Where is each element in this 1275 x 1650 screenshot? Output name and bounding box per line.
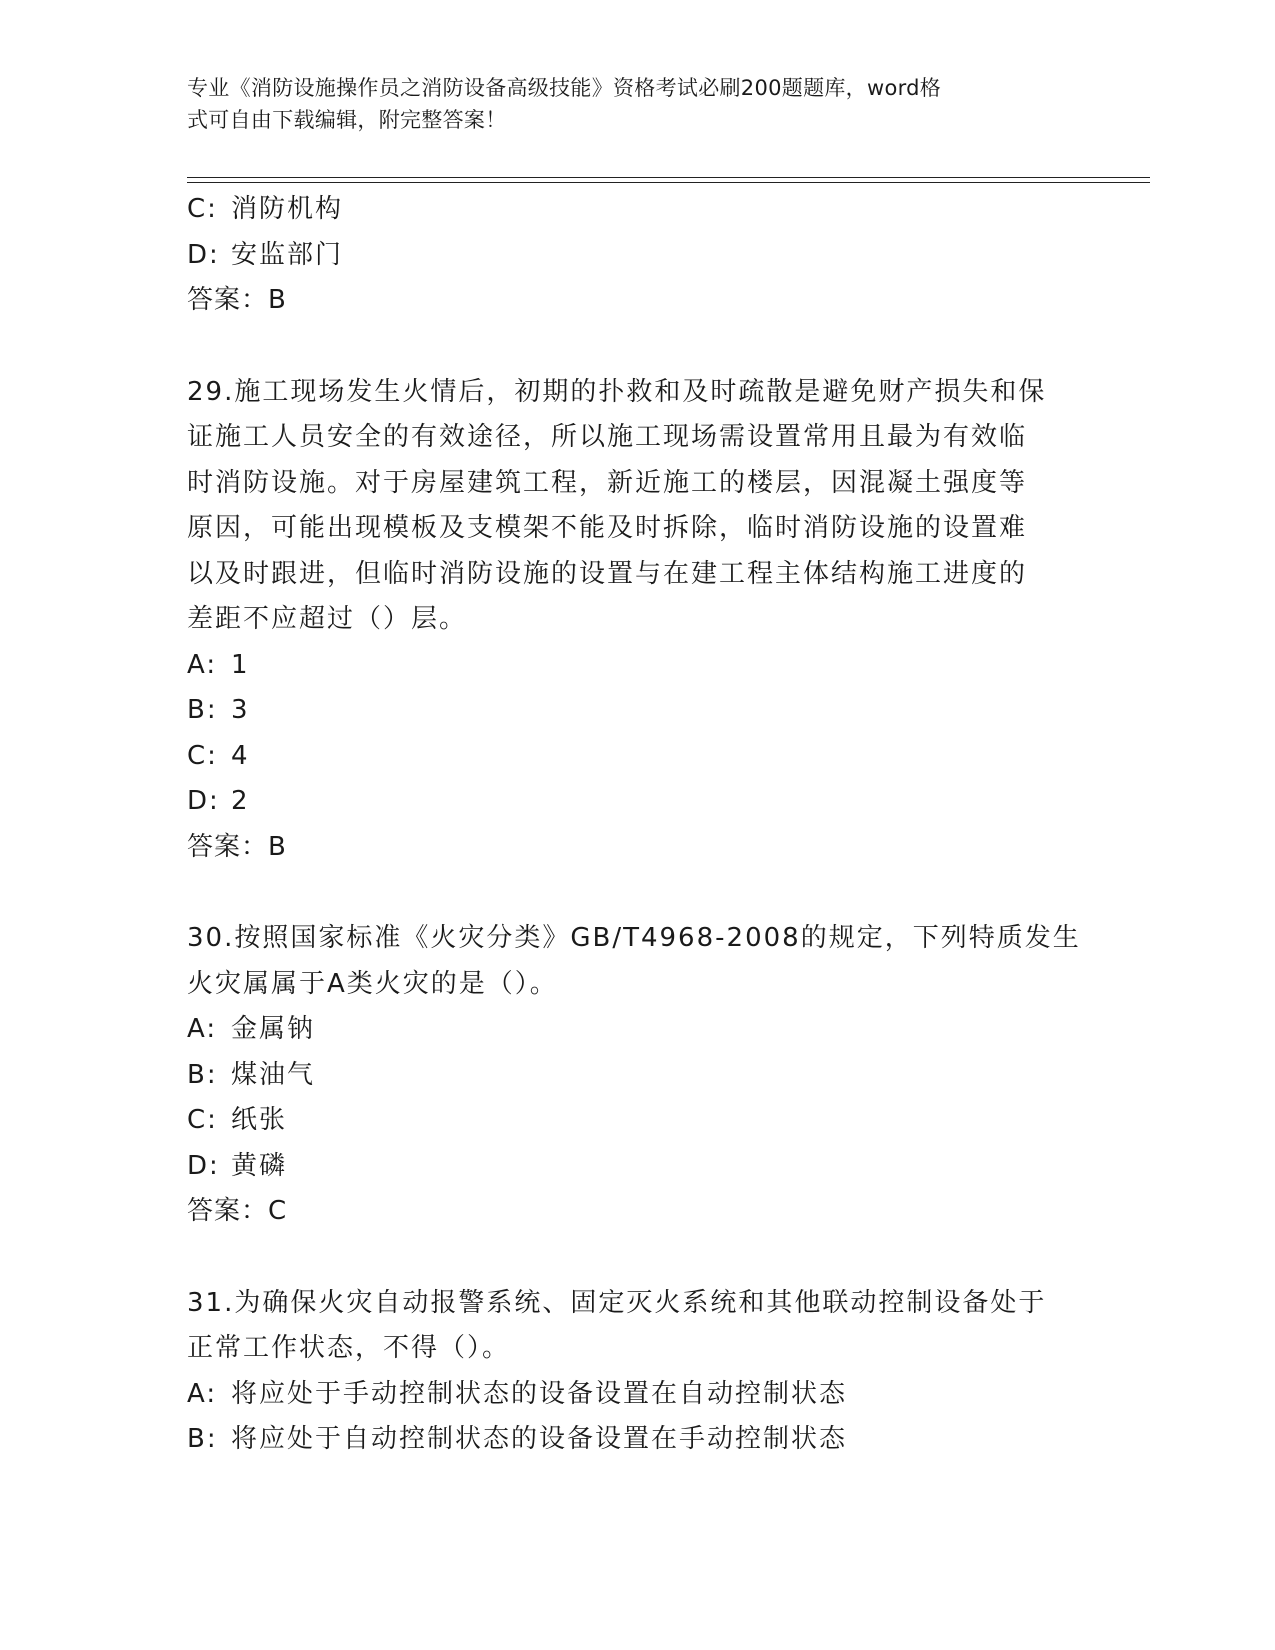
question-28-remainder bbox=[187, 187, 1067, 324]
header-line-2: 式可自由下载编辑，附完整答案！ bbox=[187, 108, 507, 132]
option-b bbox=[187, 1053, 1067, 1099]
option-key: D: bbox=[187, 239, 220, 270]
question-31 bbox=[187, 1281, 1067, 1463]
question-text-line: 30.按照国家标准《火灾分类》GB/T4968-2008的规定，下列特质发生 bbox=[187, 923, 1081, 953]
question-text-line: 29.施工现场发生火情后，初期的扑救和及时疏散是避免财产损失和保 bbox=[187, 376, 1047, 407]
spacer bbox=[187, 870, 1067, 916]
answer-line: 答案：B bbox=[187, 831, 287, 862]
option-d bbox=[187, 779, 1067, 825]
question-text-line: 正常工作状态，不得（）。 bbox=[187, 1333, 511, 1363]
option-d bbox=[187, 1144, 1067, 1190]
option-c bbox=[187, 734, 1067, 780]
question-text-line: 火灾属属于A类火灾的是（）。 bbox=[187, 968, 558, 999]
option-key: A: bbox=[187, 1378, 218, 1409]
option-c bbox=[187, 1098, 1067, 1144]
option-text: 将应处于手动控制状态的设备设置在自动控制状态 bbox=[231, 1378, 848, 1409]
question-text-line: 以及时跟进，但临时消防设施的设置与在建工程主体结构施工进度的 bbox=[187, 558, 1028, 589]
option-text: 4 bbox=[231, 740, 250, 771]
question-text-line: 证施工人员安全的有效途径，所以施工现场需设置常用且最为有效临 bbox=[187, 422, 1028, 452]
option-key: B: bbox=[187, 1059, 218, 1090]
question-text-line: 原因，可能出现模板及支模架不能及时拆除，临时消防设施的设置难 bbox=[187, 513, 1028, 543]
option-key: B: bbox=[187, 1424, 218, 1454]
option-d bbox=[187, 233, 1067, 279]
option-key: D: bbox=[187, 786, 220, 816]
option-text: 将应处于自动控制状态的设备设置在手动控制状态 bbox=[231, 1424, 848, 1454]
option-a bbox=[187, 1007, 1067, 1053]
spacer bbox=[187, 324, 1067, 370]
option-c bbox=[187, 187, 1067, 233]
option-text: 3 bbox=[231, 695, 250, 725]
answer-line: 答案：C bbox=[187, 1196, 288, 1226]
option-b bbox=[187, 1417, 1067, 1463]
question-29 bbox=[187, 370, 1067, 871]
question-text-line: 31.为确保火灾自动报警系统、固定灭火系统和其他联动控制设备处于 bbox=[187, 1287, 1047, 1318]
answer-line: 答案：B bbox=[187, 285, 287, 315]
header-line-1: 专业《消防设施操作员之消防设备高级技能》资格考试必刷200题题库，word格 bbox=[187, 76, 942, 100]
header-rule-bottom bbox=[187, 182, 1150, 183]
option-text: 金属钠 bbox=[231, 1014, 316, 1044]
option-key: D: bbox=[187, 1150, 220, 1181]
option-key: C: bbox=[187, 740, 218, 771]
document-header bbox=[187, 72, 1087, 136]
option-text: 消防机构 bbox=[231, 194, 344, 224]
question-text-line: 时消防设施。对于房屋建筑工程，新近施工的楼层，因混凝土强度等 bbox=[187, 467, 1028, 498]
option-text: 1 bbox=[231, 649, 250, 680]
option-key: A: bbox=[187, 1014, 218, 1044]
question-text-line: 差距不应超过（）层。 bbox=[187, 604, 468, 634]
option-key: C: bbox=[187, 1105, 218, 1135]
option-text: 2 bbox=[231, 786, 250, 816]
option-key: C: bbox=[187, 194, 218, 224]
question-30 bbox=[187, 916, 1081, 1235]
option-text: 纸张 bbox=[231, 1105, 288, 1135]
option-a bbox=[187, 1372, 1067, 1418]
spacer bbox=[187, 1235, 1067, 1281]
option-text: 安监部门 bbox=[231, 239, 344, 270]
option-key: A: bbox=[187, 649, 218, 680]
document-body bbox=[187, 187, 1081, 1463]
option-text: 煤油气 bbox=[231, 1059, 316, 1090]
header-rule-top bbox=[187, 177, 1150, 178]
option-b bbox=[187, 688, 1067, 734]
option-a bbox=[187, 643, 1067, 689]
option-key: B: bbox=[187, 695, 218, 725]
option-text: 黄磷 bbox=[231, 1150, 288, 1181]
